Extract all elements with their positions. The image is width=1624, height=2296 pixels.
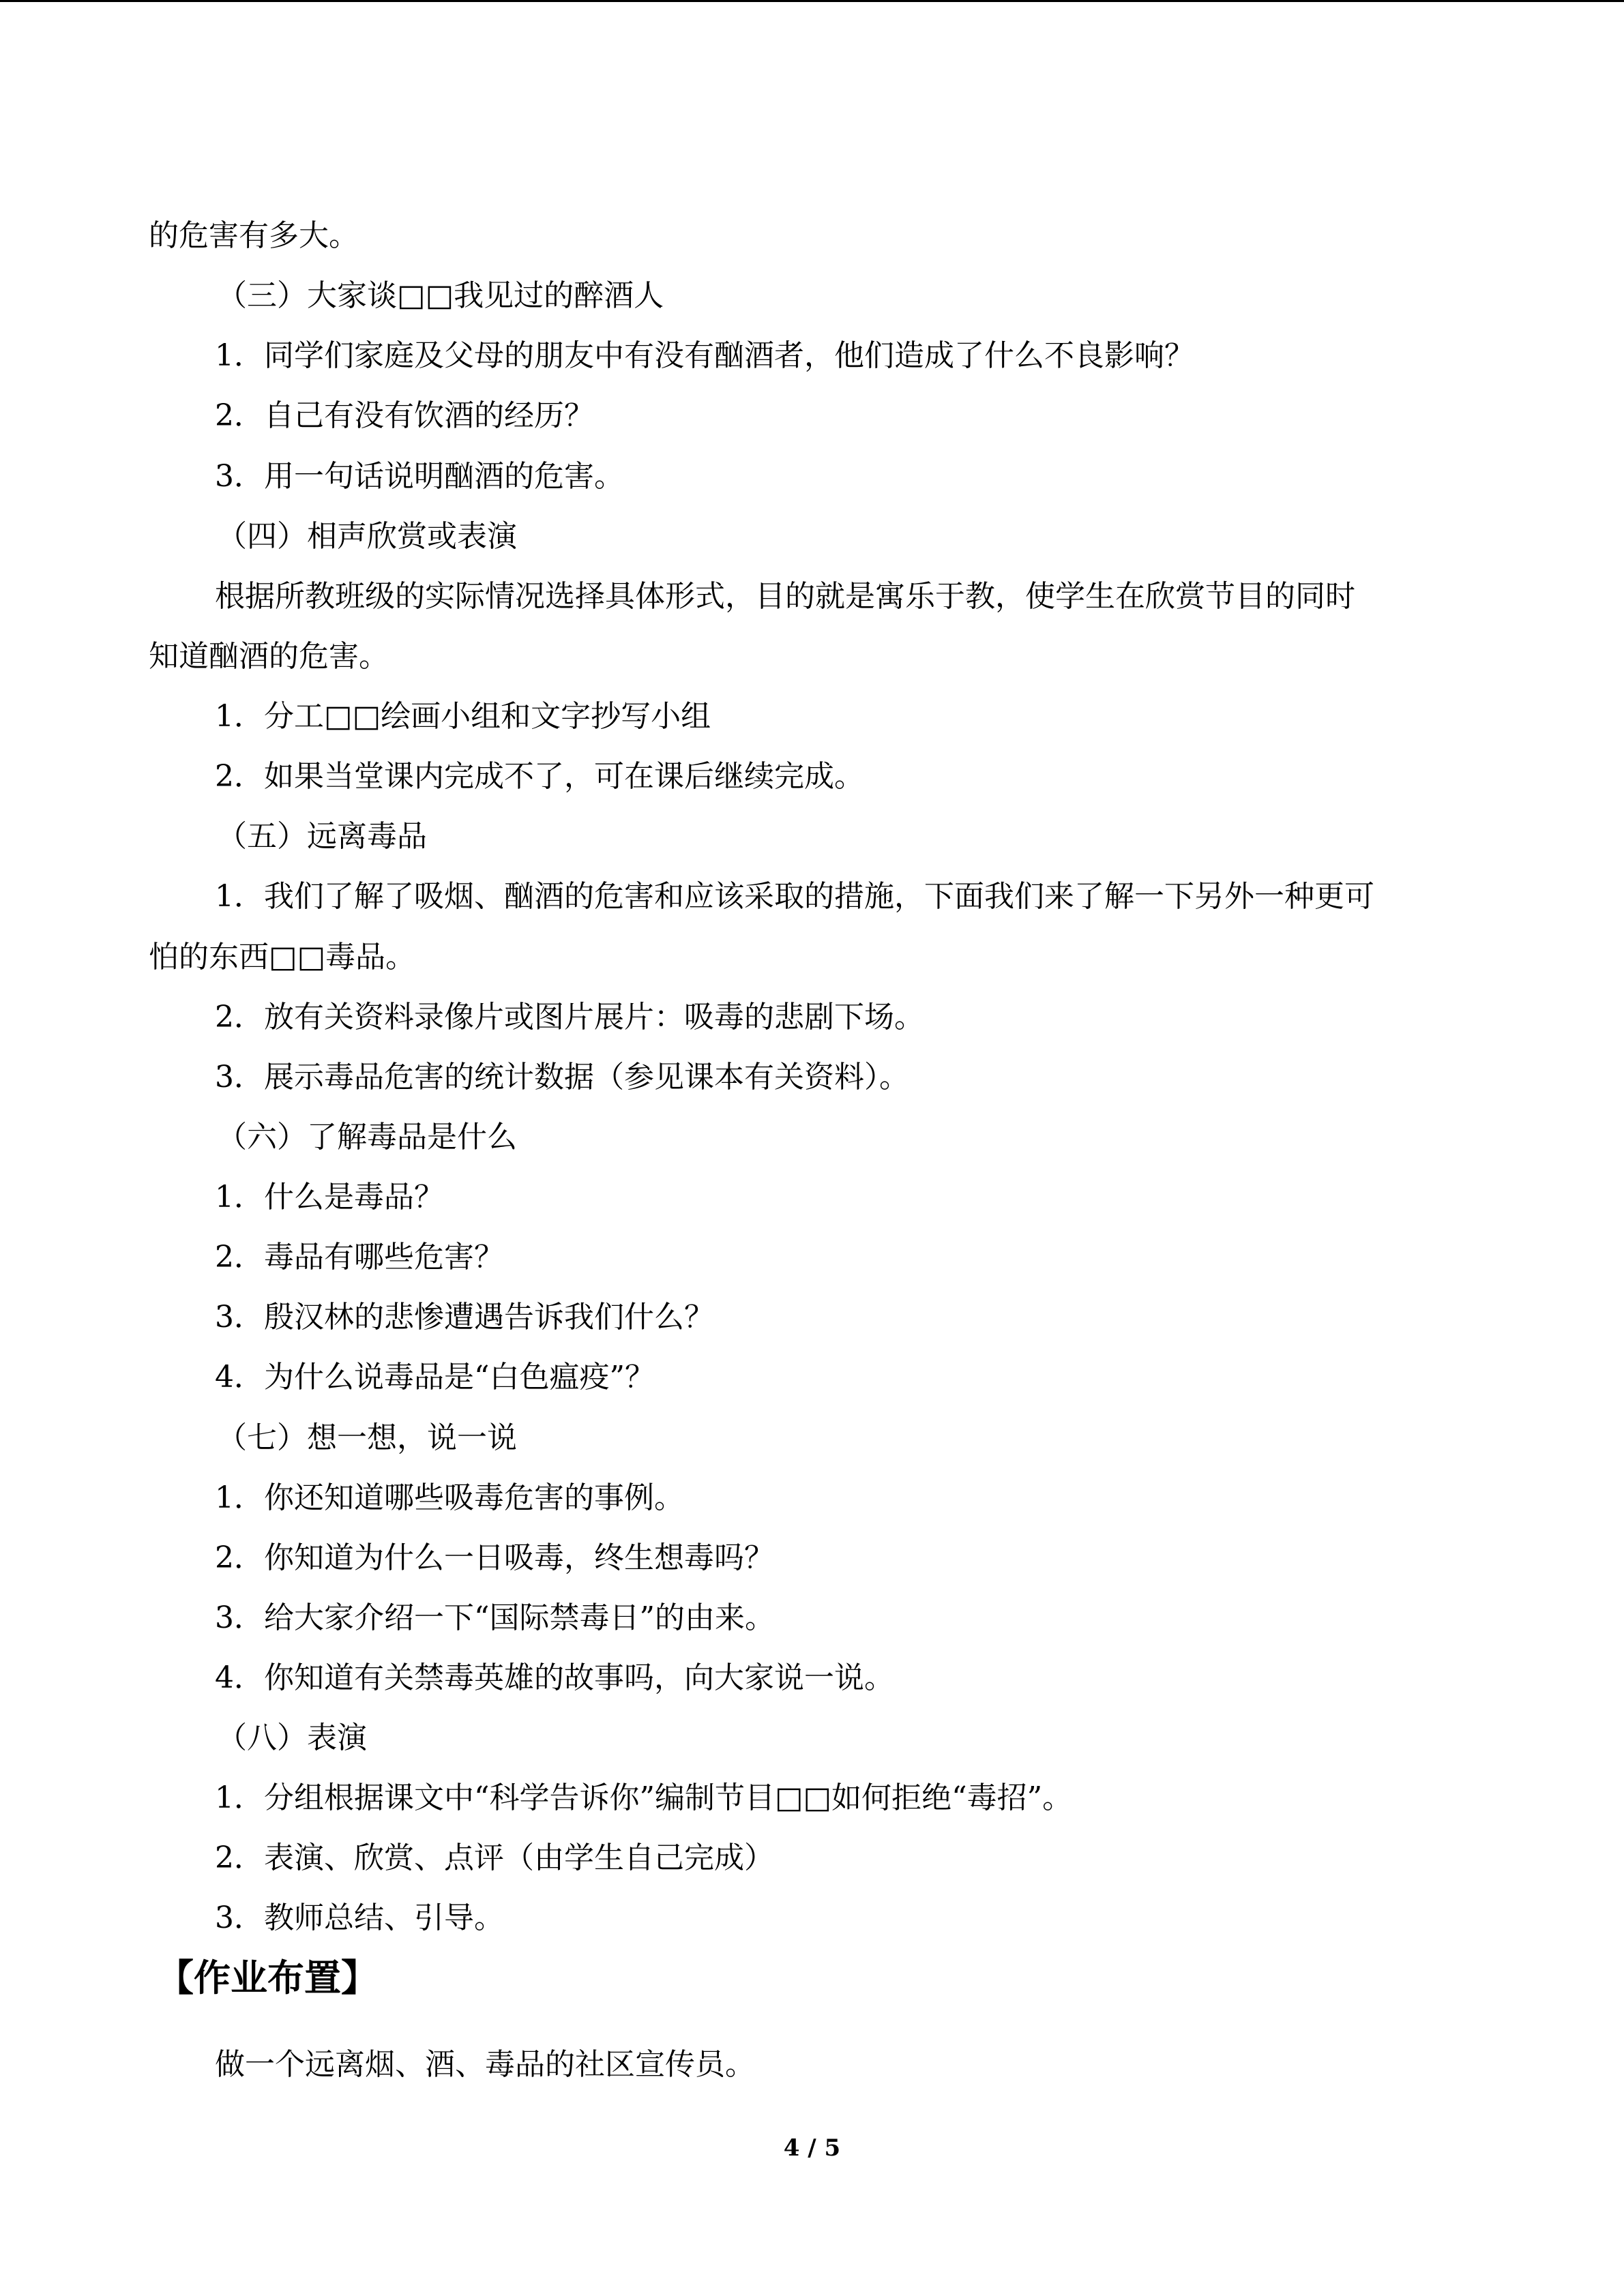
list-item: 3．展示毒品危害的统计数据（参见课本有关资料）。 xyxy=(215,1060,909,1094)
section-heading: （三）大家谈□□我见过的醉酒人 xyxy=(217,278,664,313)
text-line: 知道酗酒的危害。 xyxy=(149,639,389,674)
list-item: 1．分工□□绘画小组和文字抄写小组 xyxy=(215,699,711,734)
section-heading: （八）表演 xyxy=(217,1720,367,1755)
list-item: 4．你知道有关禁毒英雄的故事吗，向大家说一说。 xyxy=(215,1660,894,1695)
text-line: 根据所教班级的实际情况选择具体形式，目的就是寓乐于教，使学生在欣赏节目的同时 xyxy=(215,579,1355,614)
list-item: 2．自己有没有饮酒的经历？ xyxy=(215,398,594,433)
section-heading: （五）远离毒品 xyxy=(217,819,427,854)
list-item: 2．放有关资料录像片或图片展片：吸毒的悲剧下场。 xyxy=(215,1000,924,1034)
list-item: 2．毒品有哪些危害？ xyxy=(215,1240,504,1274)
list-item: 4．为什么说毒品是“白色瘟疫”？ xyxy=(215,1360,655,1395)
list-item: 1．什么是毒品？ xyxy=(215,1180,444,1214)
homework-heading: 【作业布置】 xyxy=(157,1956,378,1999)
homework-text: 做一个远离烟、酒、毒品的社区宣传员。 xyxy=(215,2047,755,2082)
page-top-border xyxy=(0,0,1624,2)
list-item: 1．分组根据课文中“科学告诉你”编制节目□□如何拒绝“毒招”。 xyxy=(215,1780,1073,1815)
list-item: 2．你知道为什么一日吸毒，终生想毒吗？ xyxy=(215,1540,774,1575)
list-item: 2．表演、欣赏、点评（由学生自己完成） xyxy=(215,1840,774,1875)
list-item: 1．同学们家庭及父母的朋友中有没有酗酒者，他们造成了什么不良影响？ xyxy=(215,338,1194,373)
list-item: 3．殷汉林的悲惨遭遇告诉我们什么？ xyxy=(215,1300,714,1335)
list-item: 1．我们了解了吸烟、酗酒的危害和应该采取的措施，下面我们来了解一下另外一种更可 xyxy=(215,879,1374,914)
section-heading: （六）了解毒品是什么 xyxy=(217,1120,517,1154)
list-item: 1．你还知道哪些吸毒危害的事例。 xyxy=(215,1480,684,1515)
text-line: 怕的东西□□毒品。 xyxy=(149,940,416,974)
list-item: 2．如果当堂课内完成不了，可在课后继续完成。 xyxy=(215,759,864,794)
text-line: 的危害有多大。 xyxy=(149,218,359,253)
page-number: 4 / 5 xyxy=(783,2134,841,2162)
section-heading: （七）想一想，说一说 xyxy=(217,1420,517,1455)
list-item: 3．教师总结、引导。 xyxy=(215,1900,504,1935)
section-heading: （四）相声欣赏或表演 xyxy=(217,519,517,554)
list-item: 3．给大家介绍一下“国际禁毒日”的由来。 xyxy=(215,1600,775,1635)
list-item: 3．用一句话说明酗酒的危害。 xyxy=(215,459,624,494)
